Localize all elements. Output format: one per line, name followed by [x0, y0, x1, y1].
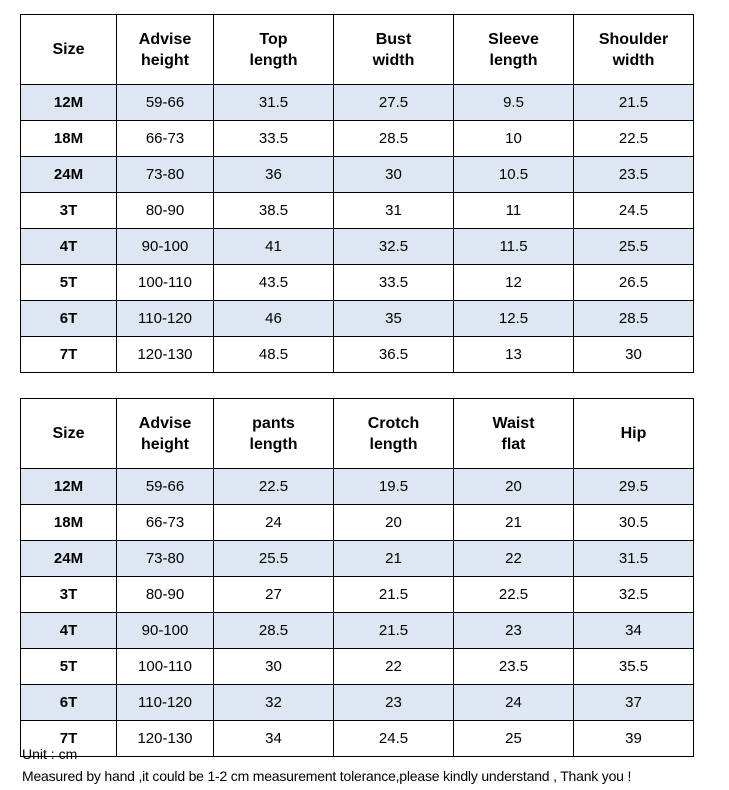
table-row: [21, 577, 694, 613]
measurement-cell: 11: [454, 193, 574, 229]
size-cell: 24M: [21, 157, 117, 193]
table-row: [21, 613, 694, 649]
measurement-cell: 32: [214, 685, 334, 721]
measurement-cell: 23.5: [574, 157, 694, 193]
column-header: [454, 15, 574, 85]
measurement-cell: 35: [334, 301, 454, 337]
measurement-cell: 110-120: [117, 685, 214, 721]
measurement-cell: 27: [214, 577, 334, 613]
column-header: [214, 399, 334, 469]
measurement-cell: 73-80: [117, 157, 214, 193]
measurement-cell: 19.5: [334, 469, 454, 505]
measurement-cell: 39: [574, 721, 694, 757]
measurement-cell: 20: [454, 469, 574, 505]
measurement-cell: 34: [214, 721, 334, 757]
measurement-cell: 25.5: [574, 229, 694, 265]
column-header-line: Shoulder: [598, 30, 669, 48]
measurement-cell: 110-120: [117, 301, 214, 337]
measurement-cell: 22.5: [454, 577, 574, 613]
measurement-cell: 31.5: [574, 541, 694, 577]
column-header-line: flat: [501, 435, 526, 453]
table-row: [21, 265, 694, 301]
measurement-cell: 12: [454, 265, 574, 301]
column-header-line: height: [141, 51, 189, 69]
column-header-line: length: [369, 435, 418, 453]
column-header-line: Advise: [138, 30, 192, 48]
measurement-cell: 13: [454, 337, 574, 373]
measurement-cell: 22: [454, 541, 574, 577]
measurement-cell: 30.5: [574, 505, 694, 541]
column-header: [574, 15, 694, 85]
measurement-cell: 41: [214, 229, 334, 265]
tolerance-note: Measured by hand ,it could be 1-2 cm measurement tolerance,please kindly understand , Thank you !: [22, 768, 632, 784]
measurement-cell: 31.5: [214, 85, 334, 121]
column-header: [21, 15, 117, 85]
measurement-cell: 28.5: [574, 301, 694, 337]
measurement-cell: 22: [334, 649, 454, 685]
tops-size-table: [20, 14, 694, 373]
measurement-cell: 120-130: [117, 337, 214, 373]
measurement-cell: 35.5: [574, 649, 694, 685]
size-cell: 3T: [21, 577, 117, 613]
column-header: [117, 399, 214, 469]
column-header: [454, 399, 574, 469]
column-header-line: width: [612, 51, 655, 69]
size-cell: 6T: [21, 301, 117, 337]
table-row: [21, 85, 694, 121]
measurement-cell: 24: [454, 685, 574, 721]
table-row: [21, 193, 694, 229]
column-header-line: Hip: [620, 425, 647, 442]
measurement-cell: 24.5: [574, 193, 694, 229]
measurement-cell: 29.5: [574, 469, 694, 505]
measurement-cell: 33.5: [334, 265, 454, 301]
measurement-cell: 23: [454, 613, 574, 649]
measurement-cell: 30: [214, 649, 334, 685]
measurement-cell: 26.5: [574, 265, 694, 301]
measurement-cell: 10.5: [454, 157, 574, 193]
column-header-line: Size: [52, 41, 85, 58]
measurement-cell: 30: [334, 157, 454, 193]
measurement-cell: 33.5: [214, 121, 334, 157]
measurement-cell: 22.5: [214, 469, 334, 505]
measurement-cell: 90-100: [117, 229, 214, 265]
measurement-cell: 100-110: [117, 649, 214, 685]
size-cell: 6T: [21, 685, 117, 721]
measurement-cell: 9.5: [454, 85, 574, 121]
size-cell: 5T: [21, 649, 117, 685]
column-header: [334, 399, 454, 469]
measurement-cell: 24: [214, 505, 334, 541]
tops-table-body: [21, 15, 694, 373]
measurement-cell: 21: [454, 505, 574, 541]
column-header: [21, 399, 117, 469]
column-header-line: width: [372, 51, 415, 69]
measurement-cell: 31: [334, 193, 454, 229]
column-header-line: Bust: [375, 30, 412, 48]
pants-size-table: [20, 398, 694, 757]
size-cell: 4T: [21, 229, 117, 265]
column-header-line: Crotch: [367, 414, 420, 432]
size-cell: 12M: [21, 469, 117, 505]
size-cell: 12M: [21, 85, 117, 121]
column-header-line: Waist: [492, 414, 535, 432]
table-row: [21, 301, 694, 337]
size-cell: 3T: [21, 193, 117, 229]
column-header: [117, 15, 214, 85]
measurement-cell: 43.5: [214, 265, 334, 301]
measurement-cell: 11.5: [454, 229, 574, 265]
measurement-cell: 59-66: [117, 469, 214, 505]
measurement-cell: 73-80: [117, 541, 214, 577]
column-header-line: length: [489, 51, 538, 69]
size-cell: 7T: [21, 721, 117, 757]
size-cell: 5T: [21, 265, 117, 301]
table-row: [21, 121, 694, 157]
table-row: [21, 337, 694, 373]
size-cell: 4T: [21, 613, 117, 649]
column-header: [334, 15, 454, 85]
measurement-cell: 21.5: [334, 577, 454, 613]
size-cell: 7T: [21, 337, 117, 373]
measurement-cell: 59-66: [117, 85, 214, 121]
measurement-cell: 27.5: [334, 85, 454, 121]
measurement-cell: 23.5: [454, 649, 574, 685]
column-header: [214, 15, 334, 85]
table-row: [21, 505, 694, 541]
unit-note: Unit : cm: [22, 746, 78, 762]
size-cell: 18M: [21, 121, 117, 157]
measurement-cell: 36: [214, 157, 334, 193]
measurement-cell: 32.5: [574, 577, 694, 613]
column-header-line: Advise: [138, 414, 192, 432]
measurement-cell: 28.5: [334, 121, 454, 157]
table-row: [21, 685, 694, 721]
column-header-line: length: [249, 435, 298, 453]
column-header-line: Sleeve: [488, 30, 539, 48]
pants-table-body: [21, 399, 694, 757]
measurement-cell: 10: [454, 121, 574, 157]
table-row: [21, 157, 694, 193]
measurement-cell: 28.5: [214, 613, 334, 649]
measurement-cell: 36.5: [334, 337, 454, 373]
measurement-cell: 90-100: [117, 613, 214, 649]
measurement-cell: 21.5: [334, 613, 454, 649]
measurement-cell: 66-73: [117, 121, 214, 157]
size-cell: 24M: [21, 541, 117, 577]
column-header: [574, 399, 694, 469]
measurement-cell: 38.5: [214, 193, 334, 229]
table-row: [21, 541, 694, 577]
measurement-cell: 120-130: [117, 721, 214, 757]
measurement-cell: 25.5: [214, 541, 334, 577]
measurement-cell: 30: [574, 337, 694, 373]
measurement-cell: 34: [574, 613, 694, 649]
measurement-cell: 21.5: [574, 85, 694, 121]
measurement-cell: 37: [574, 685, 694, 721]
column-header-line: Top: [259, 30, 288, 48]
column-header-line: pants: [252, 414, 295, 432]
measurement-cell: 46: [214, 301, 334, 337]
measurement-cell: 12.5: [454, 301, 574, 337]
measurement-cell: 66-73: [117, 505, 214, 541]
header-row: [21, 399, 694, 469]
measurement-cell: 23: [334, 685, 454, 721]
header-row: [21, 15, 694, 85]
column-header-line: length: [249, 51, 298, 69]
table-row: [21, 469, 694, 505]
measurement-cell: 20: [334, 505, 454, 541]
measurement-cell: 22.5: [574, 121, 694, 157]
measurement-cell: 100-110: [117, 265, 214, 301]
table-row: [21, 721, 694, 757]
measurement-cell: 24.5: [334, 721, 454, 757]
measurement-cell: 32.5: [334, 229, 454, 265]
measurement-cell: 21: [334, 541, 454, 577]
table-row: [21, 649, 694, 685]
table-row: [21, 229, 694, 265]
column-header-line: height: [141, 435, 189, 453]
measurement-cell: 80-90: [117, 577, 214, 613]
measurement-cell: 48.5: [214, 337, 334, 373]
column-header-line: Size: [52, 425, 85, 442]
size-cell: 18M: [21, 505, 117, 541]
measurement-cell: 80-90: [117, 193, 214, 229]
measurement-cell: 25: [454, 721, 574, 757]
